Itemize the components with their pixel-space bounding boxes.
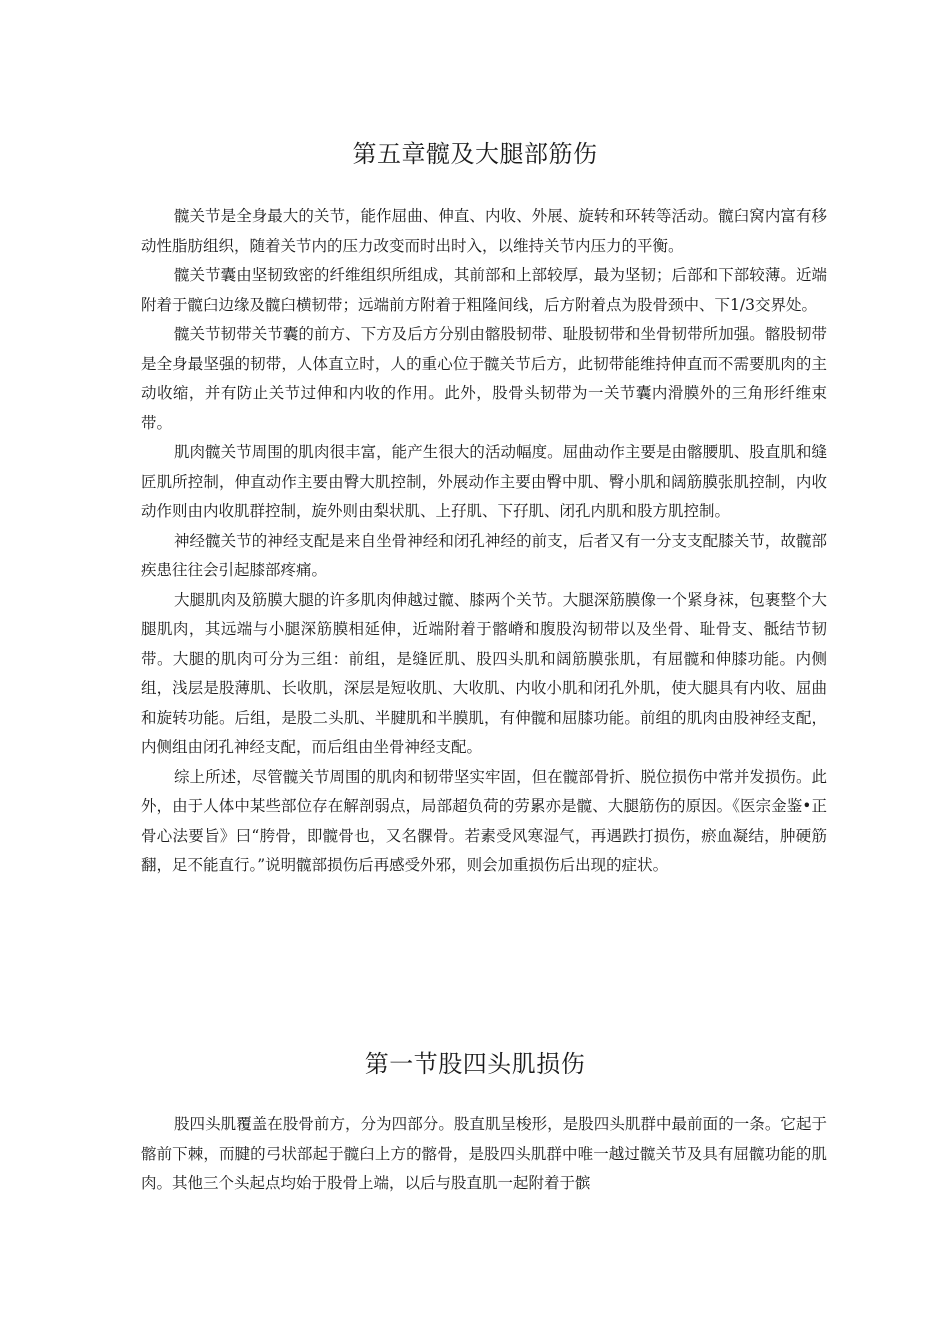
paragraph-ligaments: 髋关节韧带关节囊的前方、下方及后方分别由髂股韧带、耻股韧带和坐骨韧带所加强。髂股韧带是全身最坚强的韧带，人体直立时，人的重心位于髋关节后方，此韧带能维持伸直而不需要肌肉的主动收缩，并有防止关节过伸和内收的作用。此外，股骨头韧带为一关节囊内滑膜外的三角形纤维束带。 [141,325,827,432]
paragraph-muscles: 肌肉髋关节周围的肌肉很丰富，能产生很大的活动幅度。屈曲动作主要是由髂腰肌、股直肌和缝匠肌所控制，伸直动作主要由臀大肌控制，外展动作主要由臀中肌、臀小肌和阔筋膜张肌控制，内收动作则由内收肌群控制，旋外则由梨状肌、上孖肌、下孖肌、闭孔内肌和股方肌控制。 [141,443,827,520]
chapter-body [141,202,827,881]
section-title: 第一节股四头肌损伤 [364,1050,586,1078]
paragraph-joint-capsule: 髋关节囊由坚韧致密的纤维组织所组成，其前部和上部较厚，最为坚韧；后部和下部较薄。近端附着于髋臼边缘及髋臼横韧带；远端前方附着于粗隆间线，后方附着点为股骨颈中、下1/3交界处。 [141,266,827,314]
paragraph-hip-joint-overview: 髋关节是全身最大的关节，能作屈曲、伸直、内收、外展、旋转和环转等活动。髋臼窝内富有移动性脂肪组织，随着关节内的压力改变而时出时入，以维持关节内压力的平衡。 [141,207,827,255]
paragraph-thigh-muscles-fascia: 大腿肌肉及筋膜大腿的许多肌肉伸越过髋、膝两个关节。大腿深筋膜像一个紧身袜，包裹整个大腿肌肉，其远端与小腿深筋膜相延伸，近端附着于髂嵴和腹股沟韧带以及坐骨、耻骨支、骶结节韧带。大腿的肌肉可分为三组：前组，是缝匠肌、股四头肌和阔筋膜张肌，有屈髋和伸膝功能。内侧组，浅层是股薄肌、长收肌，深层是短收肌、大收肌、内收小肌和闭孔外肌，使大腿具有内收、屈曲和旋转功能。后组，是股二头肌、半腱肌和半膜肌，有伸髋和屈膝功能。前组的肌肉由股神经支配，内侧组由闭孔神经支配，而后组由坐骨神经支配。 [141,590,827,756]
section-body [141,1110,827,1199]
paragraph-summary: 综上所述，尽管髋关节周围的肌肉和韧带坚实牢固，但在髋部骨折、脱位损伤中常并发损伤。此外，由于人体中某些部位存在解剖弱点，局部超负荷的劳累亦是髋、大腿筋伤的原因。《医宗金鉴•正骨心法要旨》曰“胯骨，即髋骨也，又名髁骨。若素受风寒湿气，再遇跌打损伤，瘀血凝结，肿硬筋翻，足不能直行。”说明髋部损伤后再感受外邪，则会加重损伤后出现的症状。 [141,767,827,874]
chapter-title: 第五章髋及大腿部筋伤 [352,140,598,168]
paragraph-quadriceps: 股四头肌覆盖在股骨前方，分为四部分。股直肌呈梭形，是股四头肌群中最前面的一条。它起于髂前下棘，而腱的弓状部起于髋臼上方的髂骨，是股四头肌群中唯一越过髋关节及具有屈髋功能的肌肉。其他三个头起点均始于股骨上端，以后与股直肌一起附着于髌 [141,1115,827,1192]
paragraph-nerves: 神经髋关节的神经支配是来自坐骨神经和闭孔神经的前支，后者又有一分支支配膝关节，故髋部疾患往往会引起膝部疼痛。 [141,531,827,579]
